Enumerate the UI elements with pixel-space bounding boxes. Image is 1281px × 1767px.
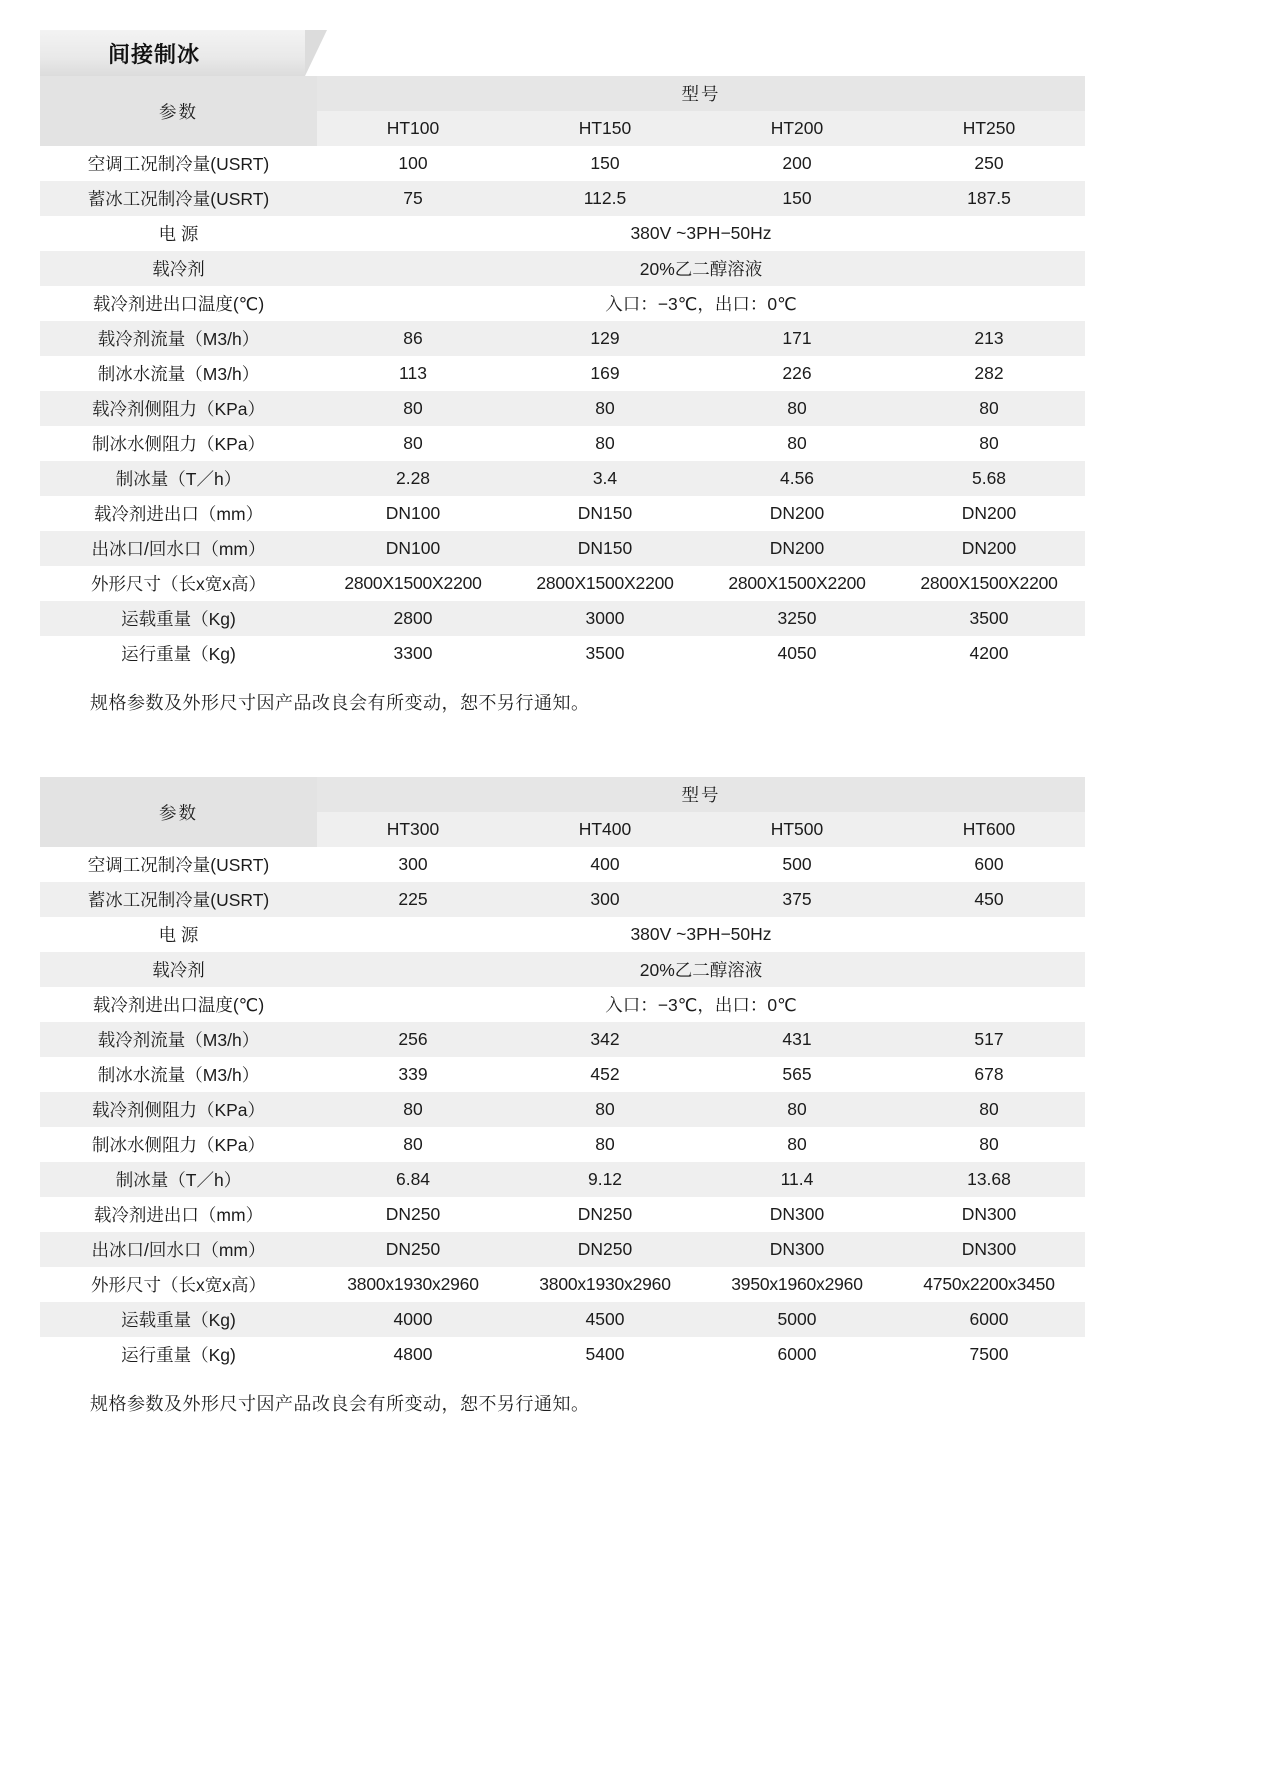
table-row	[40, 636, 1085, 671]
row-label: 载冷剂进出口温度(℃)	[40, 286, 317, 321]
row-value-1: 80	[317, 391, 509, 426]
row-label: 外形尺寸（长x宽x高）	[40, 1267, 317, 1302]
row-value-2: DN250	[509, 1232, 701, 1267]
row-value-2: 400	[509, 847, 701, 882]
row-value-3: 80	[701, 391, 893, 426]
row-label: 载冷剂侧阻力（KPa）	[40, 1092, 317, 1127]
row-label: 载冷剂侧阻力（KPa）	[40, 391, 317, 426]
row-value-3: DN200	[701, 496, 893, 531]
row-value-1: 80	[317, 426, 509, 461]
row-value-merged: 380V ~3PH−50Hz	[317, 917, 1085, 952]
row-value-4: 5.68	[893, 461, 1085, 496]
row-value-4: 450	[893, 882, 1085, 917]
row-label: 出冰口/回水口（mm）	[40, 531, 317, 566]
row-value-4: 282	[893, 356, 1085, 391]
column-header-model-2: HT400	[509, 812, 701, 847]
row-value-2: 80	[509, 426, 701, 461]
row-value-2: 300	[509, 882, 701, 917]
row-value-1: 2800X1500X2200	[317, 566, 509, 601]
row-label: 外形尺寸（长x宽x高）	[40, 566, 317, 601]
row-value-3: 500	[701, 847, 893, 882]
row-value-3: DN200	[701, 531, 893, 566]
row-value-3: 5000	[701, 1302, 893, 1337]
row-label: 蓄冰工况制冷量(USRT)	[40, 181, 317, 216]
row-value-merged: 20%乙二醇溶液	[317, 251, 1085, 286]
row-value-4: DN200	[893, 496, 1085, 531]
row-label: 运行重量（Kg)	[40, 1337, 317, 1372]
row-value-3: 80	[701, 426, 893, 461]
row-value-4: 517	[893, 1022, 1085, 1057]
table-row	[40, 181, 1085, 216]
row-value-4: DN300	[893, 1197, 1085, 1232]
row-label: 制冰水侧阻力（KPa）	[40, 1127, 317, 1162]
row-value-3: DN300	[701, 1197, 893, 1232]
row-value-3: 200	[701, 146, 893, 181]
table-row	[40, 1302, 1085, 1337]
row-value-4: 80	[893, 1127, 1085, 1162]
column-header-parameter: 参数	[40, 76, 317, 146]
spec-table-1-wrap	[40, 76, 1085, 671]
table-row	[40, 251, 1085, 286]
row-value-2: DN150	[509, 531, 701, 566]
row-value-4: 187.5	[893, 181, 1085, 216]
table-row	[40, 1232, 1085, 1267]
row-label: 空调工况制冷量(USRT)	[40, 146, 317, 181]
column-header-model-3: HT500	[701, 812, 893, 847]
row-value-1: 4800	[317, 1337, 509, 1372]
row-value-merged: 入口：−3℃，出口：0℃	[317, 987, 1085, 1022]
row-value-2: DN150	[509, 496, 701, 531]
column-header-model-4: HT600	[893, 812, 1085, 847]
row-value-1: 86	[317, 321, 509, 356]
row-value-4: 600	[893, 847, 1085, 882]
table-row	[40, 952, 1085, 987]
row-value-4: DN300	[893, 1232, 1085, 1267]
row-value-1: DN250	[317, 1197, 509, 1232]
row-label: 载冷剂	[40, 251, 317, 286]
spec-table-2-body	[40, 777, 1085, 1372]
spec-table-2	[40, 777, 1085, 1372]
row-value-3: 80	[701, 1092, 893, 1127]
row-value-1: DN100	[317, 531, 509, 566]
row-value-1: DN100	[317, 496, 509, 531]
row-value-2: 2800X1500X2200	[509, 566, 701, 601]
spec-table-1	[40, 76, 1085, 671]
row-value-4: 4200	[893, 636, 1085, 671]
table-row	[40, 1057, 1085, 1092]
table-row	[40, 426, 1085, 461]
column-header-model-1: HT100	[317, 111, 509, 146]
page-title: 间接制冰	[108, 41, 201, 67]
row-value-4: 80	[893, 391, 1085, 426]
row-value-2: 80	[509, 1127, 701, 1162]
row-value-1: DN250	[317, 1232, 509, 1267]
row-value-2: 80	[509, 391, 701, 426]
row-value-1: 300	[317, 847, 509, 882]
spec-table-2-wrap	[40, 777, 1085, 1372]
table-row	[40, 216, 1085, 251]
table-row	[40, 391, 1085, 426]
table-row	[40, 146, 1085, 181]
row-label: 载冷剂流量（M3/h）	[40, 321, 317, 356]
row-value-4: DN200	[893, 531, 1085, 566]
table-row	[40, 917, 1085, 952]
row-value-2: 9.12	[509, 1162, 701, 1197]
row-value-2: 342	[509, 1022, 701, 1057]
row-value-3: 3250	[701, 601, 893, 636]
row-value-1: 113	[317, 356, 509, 391]
row-value-1: 75	[317, 181, 509, 216]
row-value-2: 5400	[509, 1337, 701, 1372]
table-header-row-models	[40, 777, 1085, 812]
row-value-1: 4000	[317, 1302, 509, 1337]
row-value-2: 3.4	[509, 461, 701, 496]
row-value-2: 3500	[509, 636, 701, 671]
row-label: 制冰量（T／h）	[40, 461, 317, 496]
row-label: 载冷剂流量（M3/h）	[40, 1022, 317, 1057]
row-value-3: 80	[701, 1127, 893, 1162]
row-value-1: 256	[317, 1022, 509, 1057]
row-value-4: 80	[893, 426, 1085, 461]
row-label: 蓄冰工况制冷量(USRT)	[40, 882, 317, 917]
row-label: 载冷剂进出口（mm）	[40, 496, 317, 531]
table-row	[40, 601, 1085, 636]
top-spacer	[0, 0, 1281, 30]
table-row	[40, 1197, 1085, 1232]
row-value-2: 80	[509, 1092, 701, 1127]
row-value-3: 2800X1500X2200	[701, 566, 893, 601]
row-value-4: 678	[893, 1057, 1085, 1092]
row-value-3: 11.4	[701, 1162, 893, 1197]
table-row	[40, 1092, 1085, 1127]
row-label: 出冰口/回水口（mm）	[40, 1232, 317, 1267]
row-label: 电 源	[40, 216, 317, 251]
table-row	[40, 1127, 1085, 1162]
table-row	[40, 286, 1085, 321]
row-value-4: 13.68	[893, 1162, 1085, 1197]
row-label: 载冷剂进出口（mm）	[40, 1197, 317, 1232]
table-row	[40, 531, 1085, 566]
column-header-model-group: 型号	[317, 777, 1085, 812]
table-row	[40, 1267, 1085, 1302]
row-value-4: 6000	[893, 1302, 1085, 1337]
row-label: 制冰水流量（M3/h）	[40, 1057, 317, 1092]
row-value-3: 3950x1960x2960	[701, 1267, 893, 1302]
row-value-2: 112.5	[509, 181, 701, 216]
column-header-model-1: HT300	[317, 812, 509, 847]
row-value-1: 3300	[317, 636, 509, 671]
row-value-3: 150	[701, 181, 893, 216]
table-row	[40, 496, 1085, 531]
row-value-1: 2.28	[317, 461, 509, 496]
row-value-1: 80	[317, 1092, 509, 1127]
row-value-2: DN250	[509, 1197, 701, 1232]
row-value-4: 7500	[893, 1337, 1085, 1372]
row-label: 运载重量（Kg)	[40, 1302, 317, 1337]
row-value-4: 80	[893, 1092, 1085, 1127]
row-label: 载冷剂	[40, 952, 317, 987]
row-value-2: 169	[509, 356, 701, 391]
row-label: 运行重量（Kg)	[40, 636, 317, 671]
row-value-3: 4.56	[701, 461, 893, 496]
row-value-3: 4050	[701, 636, 893, 671]
table-row	[40, 566, 1085, 601]
row-value-3: 431	[701, 1022, 893, 1057]
row-value-3: 565	[701, 1057, 893, 1092]
spec-table-1-body	[40, 76, 1085, 671]
row-value-2: 3000	[509, 601, 701, 636]
row-value-1: 6.84	[317, 1162, 509, 1197]
table-1-note: 规格参数及外形尺寸因产品改良会有所变动，恕不另行通知。	[90, 693, 590, 713]
row-value-1: 80	[317, 1127, 509, 1162]
table-row	[40, 1337, 1085, 1372]
row-value-4: 213	[893, 321, 1085, 356]
row-label: 制冰量（T／h）	[40, 1162, 317, 1197]
row-value-4: 2800X1500X2200	[893, 566, 1085, 601]
row-value-2: 129	[509, 321, 701, 356]
table-row	[40, 461, 1085, 496]
row-value-3: 6000	[701, 1337, 893, 1372]
table-row	[40, 882, 1085, 917]
row-label: 运载重量（Kg)	[40, 601, 317, 636]
row-value-3: DN300	[701, 1232, 893, 1267]
row-value-1: 225	[317, 882, 509, 917]
row-value-merged: 入口：−3℃，出口：0℃	[317, 286, 1085, 321]
row-value-4: 4750x2200x3450	[893, 1267, 1085, 1302]
row-value-4: 250	[893, 146, 1085, 181]
row-label: 制冰水侧阻力（KPa）	[40, 426, 317, 461]
row-value-merged: 20%乙二醇溶液	[317, 952, 1085, 987]
row-value-2: 150	[509, 146, 701, 181]
table-row	[40, 847, 1085, 882]
row-value-4: 3500	[893, 601, 1085, 636]
section-title-tab	[40, 30, 305, 76]
row-label: 空调工况制冷量(USRT)	[40, 847, 317, 882]
row-value-2: 4500	[509, 1302, 701, 1337]
column-header-model-group: 型号	[317, 76, 1085, 111]
table-row	[40, 1022, 1085, 1057]
row-value-1: 3800x1930x2960	[317, 1267, 509, 1302]
column-header-model-4: HT250	[893, 111, 1085, 146]
row-label: 载冷剂进出口温度(℃)	[40, 987, 317, 1022]
column-header-model-3: HT200	[701, 111, 893, 146]
row-value-3: 226	[701, 356, 893, 391]
table-row	[40, 1162, 1085, 1197]
table-row	[40, 321, 1085, 356]
row-value-2: 3800x1930x2960	[509, 1267, 701, 1302]
column-header-parameter: 参数	[40, 777, 317, 847]
row-value-3: 375	[701, 882, 893, 917]
row-label: 制冰水流量（M3/h）	[40, 356, 317, 391]
section-gap	[0, 715, 1281, 777]
table-row	[40, 356, 1085, 391]
table-row	[40, 987, 1085, 1022]
column-header-model-2: HT150	[509, 111, 701, 146]
row-value-1: 100	[317, 146, 509, 181]
table-header-row-models	[40, 76, 1085, 111]
row-value-3: 171	[701, 321, 893, 356]
row-value-1: 2800	[317, 601, 509, 636]
row-value-merged: 380V ~3PH−50Hz	[317, 216, 1085, 251]
row-label: 电 源	[40, 917, 317, 952]
table-2-note: 规格参数及外形尺寸因产品改良会有所变动，恕不另行通知。	[90, 1394, 590, 1414]
row-value-2: 452	[509, 1057, 701, 1092]
row-value-1: 339	[317, 1057, 509, 1092]
